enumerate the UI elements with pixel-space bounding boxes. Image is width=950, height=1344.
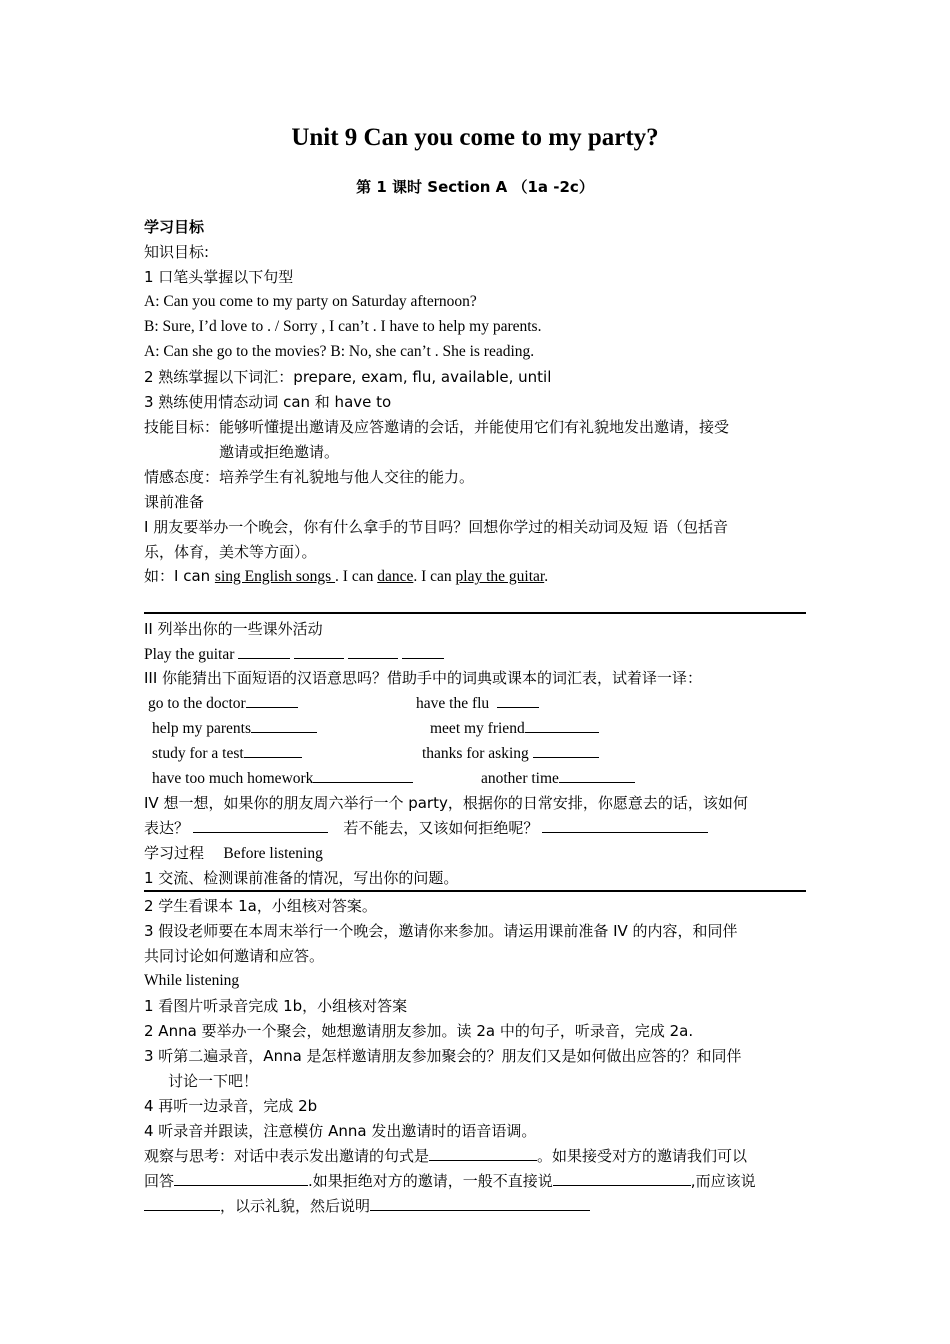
- refuse-prompt: 若不能去，又该如何拒绝呢？: [343, 819, 539, 837]
- observe-text-1b: 。如果接受对方的邀请我们可以: [537, 1147, 748, 1165]
- answer-blank[interactable]: [251, 718, 317, 733]
- prep-item-4-cont: [144, 818, 708, 839]
- phrase-go-to-doctor: go to the doctor: [148, 695, 246, 712]
- phrase-have-flu: have the flu: [416, 695, 490, 712]
- prep-item-1: I 朋友要举办一个晚会，你有什么拿手的节目吗？回想你学过的相关动词及短 语（包括音: [144, 518, 728, 536]
- process-heading-line: [144, 843, 323, 864]
- sentence-3: A: Can she go to the movies? B: No, she can’t . She is reading.: [144, 343, 535, 360]
- while-step-1: 1 看图片听录音完成 1b，小组核对答案: [144, 997, 408, 1015]
- page-title: Unit 9 Can you come to my party?: [291, 124, 659, 151]
- observe-text-1a: 观察与思考：对话中表示发出邀请的句式是: [144, 1147, 430, 1165]
- example-mid-2: . I can: [413, 568, 456, 585]
- answer-blank[interactable]: [533, 743, 599, 758]
- sentence-2: B: Sure, I’d love to . / Sorry , I can’t . I have to help my parents.: [144, 318, 542, 335]
- answer-blank[interactable]: [553, 1171, 691, 1186]
- phrase-row: [152, 743, 302, 764]
- emotion-objective: 情感态度：培养学生有礼貌地与他人交往的能力。: [144, 468, 475, 486]
- observe-text-2c: ,而应该说: [690, 1172, 756, 1190]
- observe-text-2b: .如果拒绝对方的邀请，一般不直接说: [308, 1172, 553, 1190]
- while-step-2: 2 Anna 要举办一个聚会，她想邀请朋友参加。读 2a 中的句子，听录音，完成 2a.: [144, 1022, 694, 1040]
- process-step-3-cont: 共同讨论如何邀请和应答。: [144, 947, 325, 965]
- sentence-1: A: Can you come to my party on Saturday afternoon?: [144, 293, 477, 310]
- example-underline-3: play the guitar: [455, 568, 545, 585]
- objectives-heading: 学习目标: [144, 218, 205, 236]
- example-mid-1: . I can: [335, 568, 378, 585]
- answer-blank[interactable]: [497, 693, 539, 708]
- phrase-thanks-asking: thanks for asking: [422, 745, 529, 762]
- objective-item-1: 1 口笔头掌握以下句型: [144, 268, 294, 286]
- phrase-row: [416, 693, 539, 714]
- example-underline-2: dance: [377, 568, 414, 585]
- phrase-study-test: study for a test: [152, 745, 244, 762]
- answer-blank[interactable]: [144, 1196, 220, 1211]
- example-underline-1: sing English songs: [214, 568, 336, 585]
- activity-example: Play the guitar: [144, 646, 235, 663]
- process-heading: 学习过程: [144, 844, 205, 862]
- answer-blank[interactable]: [402, 644, 444, 659]
- phrase-too-much-homework: have too much homework: [152, 770, 314, 787]
- objective-item-3: 3 熟练使用情态动词 can 和 have to: [144, 393, 392, 411]
- example-end: .: [544, 568, 549, 585]
- answer-blank[interactable]: [313, 768, 413, 783]
- observe-line-2: [144, 1171, 756, 1192]
- answer-blank[interactable]: [244, 743, 302, 758]
- phrase-row: [422, 743, 599, 764]
- phrase-help-parents: help my parents: [152, 720, 252, 737]
- example-prefix: 如：I can: [144, 567, 215, 585]
- observe-line-1: [144, 1146, 747, 1167]
- skill-objective: 技能目标：能够听懂提出邀请及应答邀请的会话，并能使用它们有礼貌地发出邀请，接受: [144, 418, 730, 436]
- prep-item-3: III 你能猜出下面短语的汉语意思吗？借助手中的词典或课本的词汇表，试着译一译：: [144, 669, 703, 687]
- knowledge-label: 知识目标:: [144, 243, 210, 261]
- answer-blank[interactable]: [429, 1146, 537, 1161]
- while-step-3: 3 听第二遍录音，Anna 是怎样邀请朋友参加聚会的？朋友们又是如何做出应答的？和同伴: [144, 1047, 742, 1065]
- prep-example: [144, 566, 548, 587]
- prep-heading: 课前准备: [144, 493, 205, 511]
- phrase-row: [481, 768, 635, 789]
- prep-item-2: II 列举出你的一些课外活动: [144, 620, 323, 638]
- phrase-another-time: another time: [481, 770, 559, 787]
- process-step-1: 1 交流、检测课前准备的情况，写出你的问题。: [144, 869, 459, 887]
- phrase-row: [430, 718, 599, 739]
- phrase-row: [152, 768, 413, 789]
- activities-line: [144, 644, 444, 665]
- answer-blank[interactable]: [246, 693, 298, 708]
- while-step-4: 4 再听一边录音，完成 2b: [144, 1097, 318, 1115]
- before-listening-label: Before listening: [223, 845, 323, 862]
- while-listening-label: While listening: [144, 972, 240, 989]
- phrase-row: [148, 693, 298, 714]
- answer-blank[interactable]: [348, 644, 398, 659]
- section-divider: [144, 890, 806, 892]
- objective-item-2: 2 熟练掌握以下词汇：prepare, exam, flu, available, until: [144, 368, 552, 386]
- skill-objective-cont: 邀请或拒绝邀请。: [219, 443, 340, 461]
- phrase-meet-friend: meet my friend: [430, 720, 525, 737]
- observe-line-3: [144, 1196, 590, 1217]
- express-prompt: 表达？: [144, 819, 190, 837]
- answer-blank[interactable]: [559, 768, 635, 783]
- answer-blank[interactable]: [174, 1171, 308, 1186]
- process-step-2: 2 学生看课本 1a，小组核对答案。: [144, 897, 377, 915]
- prep-item-1-cont: 乐，体育，美术等方面）。: [144, 543, 317, 561]
- prep-item-4: IV 想一想，如果你的朋友周六举行一个 party，根据你的日常安排，你愿意去的话，该如何: [144, 794, 748, 812]
- answer-blank[interactable]: [370, 1196, 590, 1211]
- page-subtitle: 第 1 课时 Section A （1a -2c）: [356, 178, 594, 196]
- observe-text-3a: ，以示礼貌，然后说明: [220, 1197, 371, 1215]
- while-step-3-cont: 讨论一下吧！: [168, 1072, 259, 1090]
- process-step-3: 3 假设老师要在本周末举行一个晚会，邀请你来参加。请运用课前准备 IV 的内容，和同伴: [144, 922, 738, 940]
- observe-text-2a: 回答: [144, 1172, 175, 1190]
- phrase-row: [152, 718, 317, 739]
- while-step-5: 4 听录音并跟读，注意模仿 Anna 发出邀请时的语音语调。: [144, 1122, 537, 1140]
- answer-blank[interactable]: [542, 818, 708, 833]
- answer-blank[interactable]: [525, 718, 599, 733]
- section-divider: [144, 612, 806, 614]
- answer-blank[interactable]: [193, 818, 328, 833]
- answer-blank[interactable]: [238, 644, 290, 659]
- answer-blank[interactable]: [294, 644, 344, 659]
